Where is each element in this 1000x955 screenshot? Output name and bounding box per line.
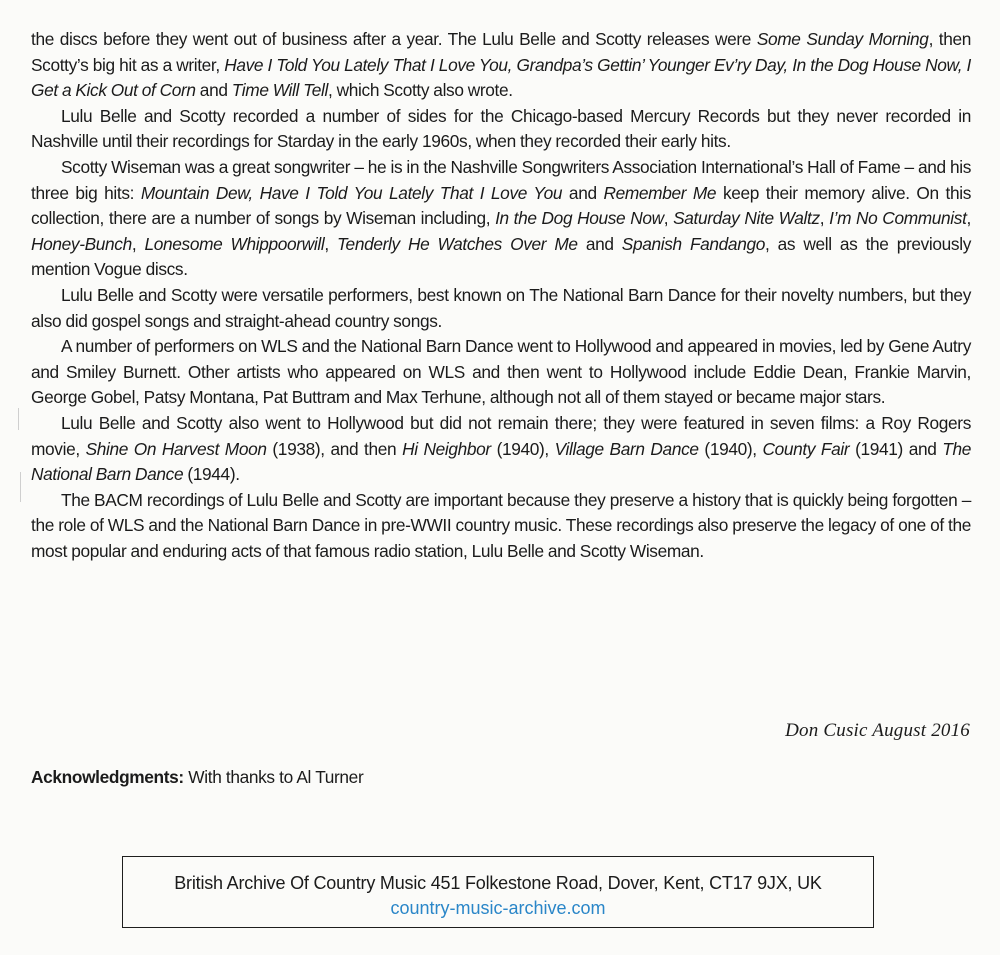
text-run: Lulu Belle and Scotty were versatile performers, best known on The National Barn Dance for their novelty numbers, but they also did gospel songs and straight-ahead country songs. — [31, 284, 971, 331]
song-title: In the Dog House Now — [495, 208, 664, 229]
text-run: The BACM recordings of Lulu Belle and Scotty are important because they preserve a history that is quickly being forgotten – the role of WLS and the National Barn Dance in pre-WWII country music. These recordings also preserve the legacy of one of the most popular and enduring acts of that famous radio station, Lulu Belle and Scotty Wiseman. — [31, 489, 971, 561]
text-run: A number of performers on WLS and the National Barn Dance went to Hollywood and appeared in movies, led by Gene Autry and Smiley Burnett. Other artists who appeared on WLS and then went to Hollywood include Eddie Dean, Frankie Marvin, George Gobel, Patsy Montana, Pat Buttram and Max Terhune, although not all of them stayed or became major stars. — [31, 336, 971, 408]
song-title: I’m No Communist — [829, 208, 967, 229]
paragraph — [31, 334, 971, 411]
paragraph — [31, 411, 971, 488]
text-run: (1941) and — [849, 438, 943, 459]
text-run: keep their memory alive. On this collection, there are a number of songs by Wiseman including, — [31, 182, 971, 229]
text-run: (1940), — [698, 438, 763, 459]
text-run: the discs before they went out of business after a year. The Lulu Belle and Scotty releases were — [31, 29, 757, 49]
author-signature: Don Cusic August 2016 — [785, 720, 970, 741]
song-title: Honey-Bunch — [31, 233, 132, 254]
text-run: , as well as the previously mention Vogue discs. — [31, 233, 972, 280]
text-run: Scotty Wiseman was a great songwriter – he is in the Nashville Songwriters Association International’s Hall of Fame – and his three big hits: — [31, 156, 971, 203]
archive-address-box — [122, 856, 874, 928]
archive-website-link[interactable]: country-music-archive.com — [390, 898, 606, 918]
song-title: The National Barn Dance — [31, 438, 971, 485]
paragraph — [31, 104, 971, 155]
song-title: Lonesome Whippoorwill — [144, 233, 325, 254]
text-run: and — [195, 80, 232, 101]
song-title: Some Sunday Morning — [756, 29, 929, 49]
archive-address: British Archive Of Country Music 451 Folkestone Road, Dover, Kent, CT17 9JX, UK — [174, 873, 822, 893]
song-title: Remember Me — [603, 182, 717, 203]
text-run: Lulu Belle and Scotty recorded a number of sides for the Chicago-based Mercury Records but they never recorded in Nashville until their recordings for Starday in the early 1960s, when they recorded their early hits. — [31, 105, 971, 152]
acknowledgments — [31, 767, 363, 788]
paragraph — [31, 27, 971, 104]
text-run: (1940), — [490, 438, 555, 459]
article-body — [31, 27, 971, 564]
acknowledgments-text: With thanks to Al Turner — [183, 767, 364, 787]
text-run: , which Scotty also wrote. — [328, 80, 513, 101]
acknowledgments-label: Acknowledgments: — [31, 767, 184, 787]
song-title: Shine On Harvest Moon — [85, 438, 267, 459]
text-run: and — [562, 182, 604, 203]
song-title: Tenderly He Watches Over Me — [336, 233, 578, 254]
song-title: Village Barn Dance — [554, 438, 699, 459]
text-run: , — [131, 233, 145, 254]
text-run: , — [324, 233, 337, 254]
text-run: (1938), and then — [266, 438, 403, 459]
text-run: , — [819, 208, 830, 229]
song-title: Mountain Dew, Have I Told You Lately That I Love You — [140, 182, 563, 203]
text-run: and — [577, 233, 622, 254]
text-run: , — [966, 208, 971, 229]
paragraph — [31, 155, 971, 283]
text-run: , — [663, 208, 674, 229]
song-title: Have I Told You Lately That I Love You, Grandpa’s Gettin’ Younger Ev’ry Day, In the Dog House Now, I Get a Kick Out of Corn — [31, 54, 971, 101]
song-title: County Fair — [762, 438, 850, 459]
song-title: Saturday Nite Waltz — [673, 208, 820, 229]
song-title: Hi Neighbor — [402, 438, 491, 459]
song-title: Spanish Fandango — [621, 233, 765, 254]
text-run: , then Scotty’s big hit as a writer, — [31, 29, 971, 75]
song-title: Time Will Tell — [231, 80, 329, 101]
paragraph — [31, 283, 971, 334]
scan-crease-mark — [18, 408, 19, 430]
text-run: (1944). — [183, 464, 240, 485]
text-run: Lulu Belle and Scotty also went to Hollywood but did not remain there; they were featured in seven films: a Roy Rogers movie, — [31, 412, 971, 459]
scan-crease-mark — [20, 472, 21, 502]
paragraph — [31, 488, 971, 565]
